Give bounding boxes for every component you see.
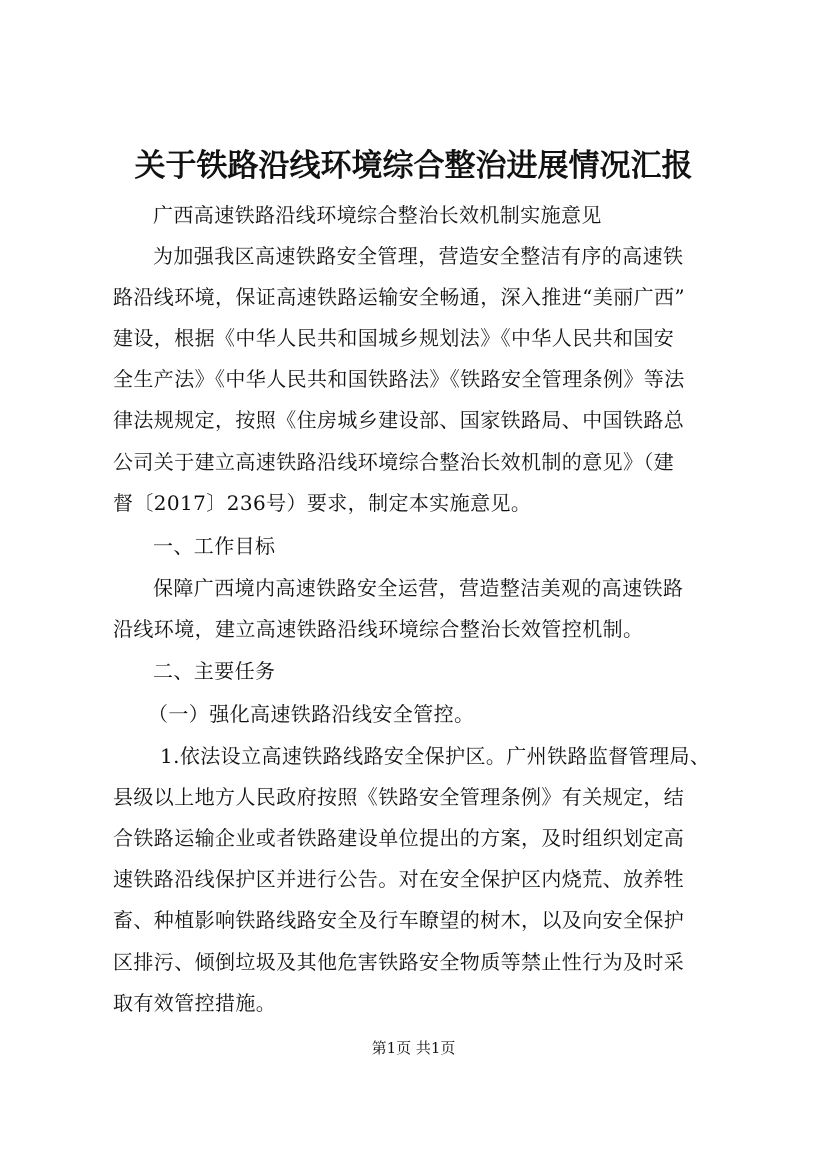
section1-line-1: 保障广西境内高速铁路安全运营，营造整洁美观的高速铁路 bbox=[153, 576, 684, 600]
item1-line-1: 1.依法设立高速铁路线路安全保护区。广州铁路监督管理局、 bbox=[160, 744, 711, 768]
item1-line-6: 区排污、倾倒垃圾及其他危害铁路安全物质等禁止性行为及时采 bbox=[113, 950, 685, 974]
item1-line-3: 合铁路运输企业或者铁路建设单位提出的方案，及时组织划定高 bbox=[113, 826, 685, 850]
item1-line-2: 县级以上地方人民政府按照《铁路安全管理条例》有关规定，结 bbox=[113, 785, 685, 809]
subsection1-heading: （一）强化高速铁路沿线安全管控。 bbox=[148, 702, 475, 726]
item1-line-4: 速铁路沿线保护区并进行公告。对在安全保护区内烧荒、放养牲 bbox=[113, 867, 685, 891]
item1-line-7: 取有效管控措施。 bbox=[113, 991, 277, 1015]
document-subtitle: 广西高速铁路沿线环境综合整治长效机制实施意见 bbox=[153, 203, 602, 227]
page-footer: 第1页 共1页 bbox=[371, 1039, 456, 1057]
intro-line-1: 为加强我区高速铁路安全管理，营造安全整洁有序的高速铁 bbox=[153, 244, 684, 268]
section2-heading: 二、主要任务 bbox=[153, 659, 276, 683]
section1-line-2: 沿线环境，建立高速铁路沿线环境综合整治长效管控机制。 bbox=[113, 617, 644, 641]
intro-line-4: 全生产法》《中华人民共和国铁路法》《铁路安全管理条例》等法 bbox=[113, 367, 685, 391]
intro-line-5: 律法规规定，按照《住房城乡建设部、国家铁路局、中国铁路总 bbox=[113, 408, 685, 432]
intro-line-2: 路沿线环境，保证高速铁路运输安全畅通，深入推进“美丽广西” bbox=[113, 285, 686, 309]
intro-line-3: 建设，根据《中华人民共和国城乡规划法》《中华人民共和国安 bbox=[113, 326, 675, 350]
item1-line-5: 畜、种植影响铁路线路安全及行车瞭望的树木，以及向安全保护 bbox=[113, 908, 685, 932]
document-title: 关于铁路沿线环境综合整治进展情况汇报 bbox=[134, 148, 693, 184]
section1-heading: 一、工作目标 bbox=[153, 534, 276, 558]
intro-line-7: 督〔2017〕236号）要求，制定本实施意见。 bbox=[113, 491, 532, 515]
intro-line-6: 公司关于建立高速铁路沿线环境综合整治长效机制的意见》（建 bbox=[113, 450, 675, 474]
